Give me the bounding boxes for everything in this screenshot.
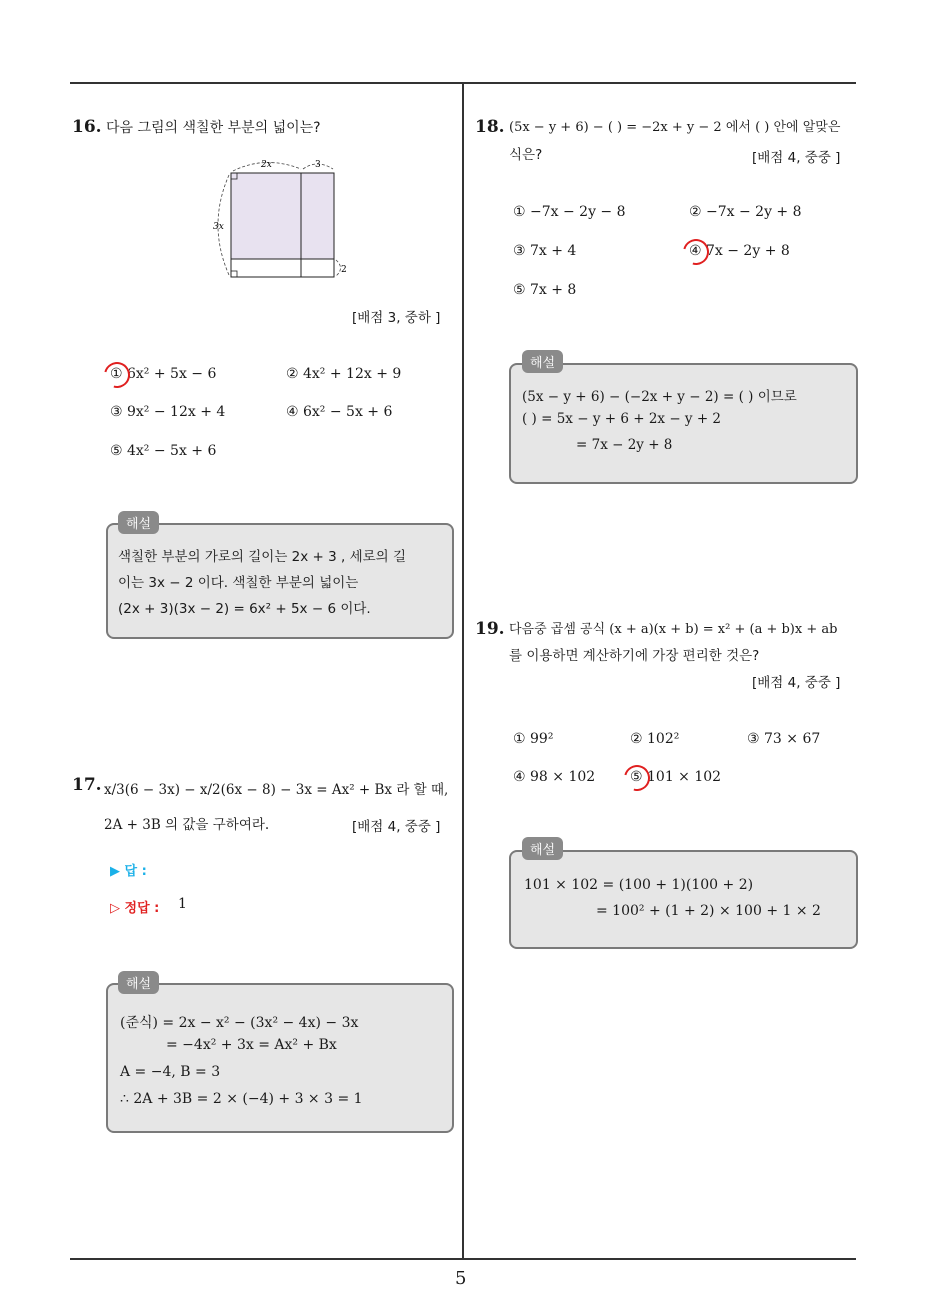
q19-score: [배점 4, 중중 ] — [752, 675, 841, 691]
q18-solution-line-1: (5x − y + 6) − (−2x + y − 2) = ( ) 이므로 — [522, 389, 797, 405]
q19-option-1[interactable]: ① 99² — [513, 731, 554, 747]
q19-solution-line-2: = 100² + (1 + 2) × 100 + 1 × 2 — [596, 903, 821, 919]
q19-option-3[interactable]: ③ 73 × 67 — [747, 731, 821, 747]
q17-solution-line-2: = −4x² + 3x = Ax² + Bx — [166, 1037, 337, 1053]
q16-number: 16. — [72, 117, 102, 137]
q19-solution-box — [509, 850, 858, 949]
q18-option-5[interactable]: ⑤ 7x + 8 — [513, 282, 577, 298]
q17-solution-line-1: (준식) = 2x − x² − (3x² − 4x) − 3x — [120, 1015, 359, 1031]
q16-figure — [205, 155, 355, 280]
q16-solution-tag: 해설 — [118, 511, 159, 534]
footer-rule — [70, 1258, 856, 1260]
q17-answer-label: ▶ 답 : — [110, 864, 147, 879]
q16-solution-line-1: 색칠한 부분의 가로의 길이는 2x + 3 , 세로의 길 — [118, 549, 407, 565]
q18-text-line-1: (5x − y + 6) − ( ) = −2x + y − 2 에서 ( ) 안에 알맞은 — [509, 120, 841, 135]
q17-solution-tag: 해설 — [118, 971, 159, 994]
q17-solution-line-3: A = −4, B = 3 — [120, 1064, 221, 1080]
q19-option-2[interactable]: ② 102² — [630, 731, 680, 747]
q19-option-4[interactable]: ④ 98 × 102 — [513, 769, 596, 785]
fig-label-bottom: 2 — [341, 265, 347, 275]
column-divider — [462, 83, 464, 1259]
q17-correct-value: 1 — [178, 896, 187, 912]
q17-correct-label: ▷ 정답 : — [110, 901, 160, 916]
q19-solution-tag: 해설 — [522, 837, 563, 860]
q18-option-2[interactable]: ② −7x − 2y + 8 — [689, 204, 802, 220]
q18-number: 18. — [475, 117, 505, 137]
q16-score: [배점 3, 중하 ] — [352, 310, 441, 326]
q17-solution-box — [106, 983, 454, 1133]
page-number: 5 — [455, 1268, 467, 1289]
q17-score: [배점 4, 중중 ] — [352, 819, 441, 835]
q17-number: 17. — [72, 775, 102, 795]
q16-option-1[interactable]: ① 6x² + 5x − 6 — [110, 366, 217, 382]
q18-answer-mark — [678, 234, 714, 270]
q16-option-4[interactable]: ④ 6x² − 5x + 6 — [286, 404, 393, 420]
q19-number: 19. — [475, 619, 505, 639]
shaded-region — [231, 173, 334, 259]
q19-option-5[interactable]: ⑤ 101 × 102 — [630, 769, 722, 785]
unshaded-strip — [231, 259, 334, 277]
q17-text-line-2: 2A + 3B 의 값을 구하여라. — [104, 817, 270, 833]
q18-option-3[interactable]: ③ 7x + 4 — [513, 243, 577, 259]
q19-answer-mark — [619, 760, 655, 796]
q19-solution-line-1: 101 × 102 = (100 + 1)(100 + 2) — [524, 877, 754, 893]
q19-text-line-2: 를 이용하면 계산하기에 가장 편리한 것은? — [509, 648, 760, 664]
fig-label-top-2: 3 — [315, 160, 321, 170]
q17-solution-line-4: ∴ 2A + 3B = 2 × (−4) + 3 × 3 = 1 — [120, 1091, 363, 1107]
q16-solution-line-3: (2x + 3)(3x − 2) = 6x² + 5x − 6 이다. — [118, 601, 371, 617]
q16-answer-mark — [99, 357, 135, 393]
q18-solution-tag: 해설 — [522, 350, 563, 373]
q18-score: [배점 4, 중중 ] — [752, 150, 841, 166]
q16-solution-line-2: 이는 3x − 2 이다. 색칠한 부분의 넓이는 — [118, 575, 359, 591]
q18-solution-line-2: ( ) = 5x − y + 6 + 2x − y + 2 — [522, 411, 722, 427]
q17-text-line-1: x/3(6 − 3x) − x/2(6x − 8) − 3x = Ax² + Bx 라 할 때, — [104, 782, 449, 798]
q18-option-4[interactable]: ④ 7x − 2y + 8 — [689, 243, 790, 259]
q19-text-line-1: 다음중 곱셈 공식 (x + a)(x + b) = x² + (a + b)x + ab — [509, 622, 838, 637]
fig-label-top-1: 2x — [261, 160, 272, 170]
fig-label-side: 3x — [213, 222, 224, 232]
q16-option-5[interactable]: ⑤ 4x² − 5x + 6 — [110, 443, 217, 459]
q18-text-line-2: 식은? — [509, 147, 543, 163]
q18-solution-line-3: = 7x − 2y + 8 — [576, 437, 673, 453]
q16-option-3[interactable]: ③ 9x² − 12x + 4 — [110, 404, 226, 420]
q18-option-1[interactable]: ① −7x − 2y − 8 — [513, 204, 626, 220]
q16-option-2[interactable]: ② 4x² + 12x + 9 — [286, 366, 402, 382]
q16-text: 다음 그림의 색칠한 부분의 넓이는? — [106, 120, 321, 136]
